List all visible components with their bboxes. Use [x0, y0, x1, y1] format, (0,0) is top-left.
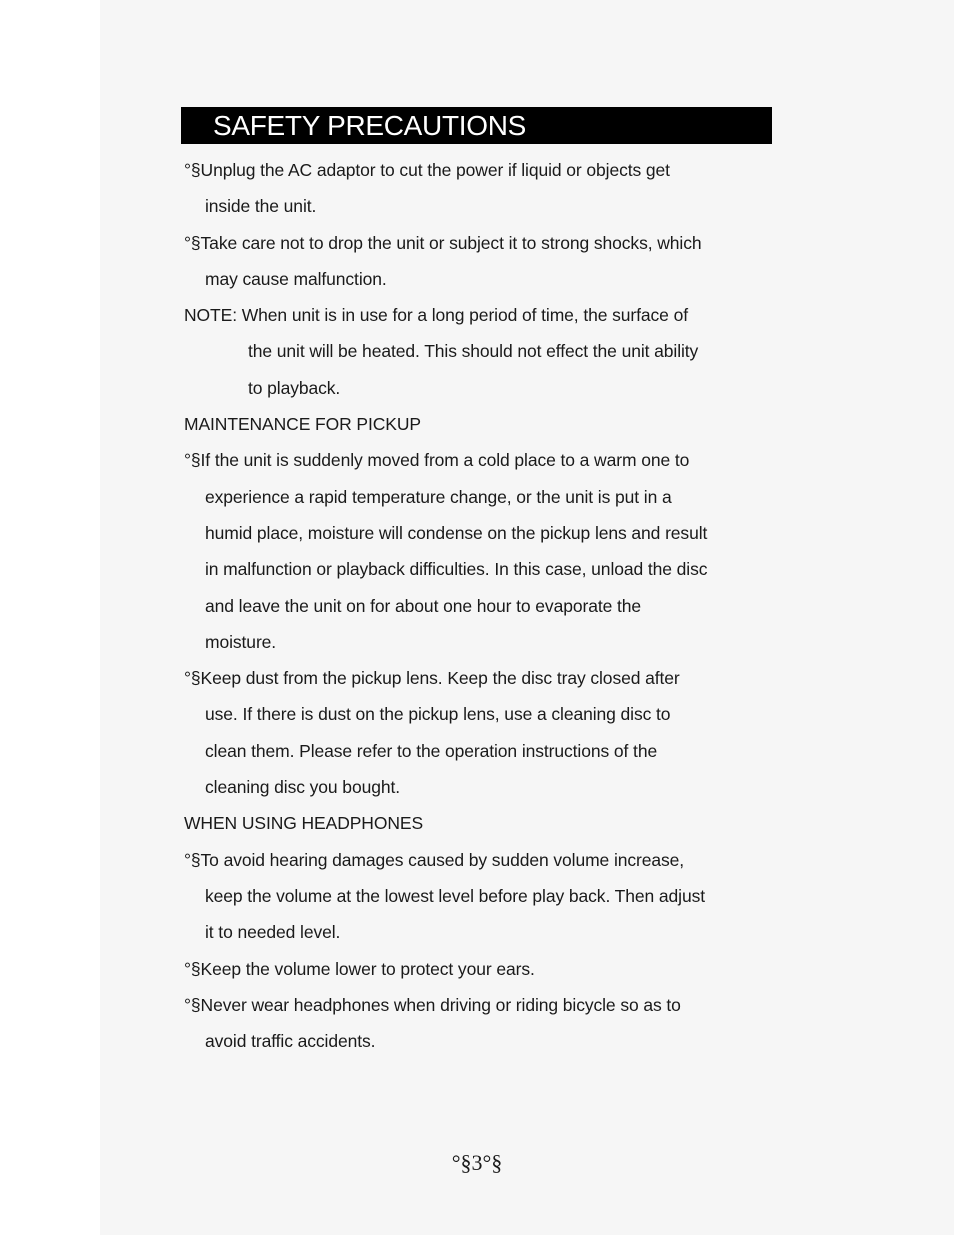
- bullet-line: °§Unplug the AC adaptor to cut the power if liquid or objects get: [184, 160, 670, 180]
- bullet-line: °§To avoid hearing damages caused by sudden volume increase,: [184, 849, 685, 870]
- bullet-continuation-line: cleaning disc you bought.: [205, 777, 400, 798]
- bullet-continuation-line: clean them. Please refer to the operation instructions of the: [205, 740, 658, 761]
- bullet-continuation-line: avoid traffic accidents.: [205, 1031, 376, 1052]
- bullet-continuation-line: in malfunction or playback difficulties. In this case, unload the disc: [205, 559, 708, 580]
- bullet-line: °§Never wear headphones when driving or riding bicycle so as to: [184, 994, 681, 1015]
- bullet-continuation-line: inside the unit.: [205, 196, 317, 217]
- subheading-maintenance: MAINTENANCE FOR PICKUP: [184, 414, 421, 435]
- note-continuation-line: to playback.: [248, 377, 341, 398]
- bullet-continuation-line: and leave the unit on for about one hour to evaporate the: [205, 595, 642, 616]
- bullet-line: °§Take care not to drop the unit or subject it to strong shocks, which: [184, 232, 702, 253]
- subheading-headphones: WHEN USING HEADPHONES: [184, 813, 424, 834]
- bullet-continuation-line: use. If there is dust on the pickup lens, use a cleaning disc to: [205, 704, 671, 725]
- bullet-continuation-line: it to needed level.: [205, 922, 341, 943]
- bullet-continuation-line: humid place, moisture will condense on the pickup lens and result: [205, 522, 708, 543]
- note-continuation-line: the unit will be heated. This should not effect the unit ability: [248, 341, 699, 362]
- bullet-line: °§Keep the volume lower to protect your ears.: [184, 958, 535, 979]
- bullet-continuation-line: keep the volume at the lowest level before play back. Then adjust: [205, 885, 706, 906]
- bullet-continuation-line: experience a rapid temperature change, or the unit is put in a: [205, 486, 672, 507]
- note-line: NOTE: When unit is in use for a long period of time, the surface of: [184, 305, 688, 326]
- bullet-continuation-line: moisture.: [205, 631, 277, 652]
- section-title-bar: [181, 107, 772, 144]
- section-title: SAFETY PRECAUTIONS: [213, 110, 527, 141]
- bullet-line: °§Keep dust from the pickup lens. Keep the disc tray closed after: [184, 668, 680, 689]
- bullet-line: °§If the unit is suddenly moved from a cold place to a warm one to: [184, 450, 690, 471]
- page-number: °§3°§: [451, 1150, 503, 1175]
- safety-text-block: [184, 152, 784, 1059]
- bullet-continuation-line: may cause malfunction.: [205, 268, 387, 289]
